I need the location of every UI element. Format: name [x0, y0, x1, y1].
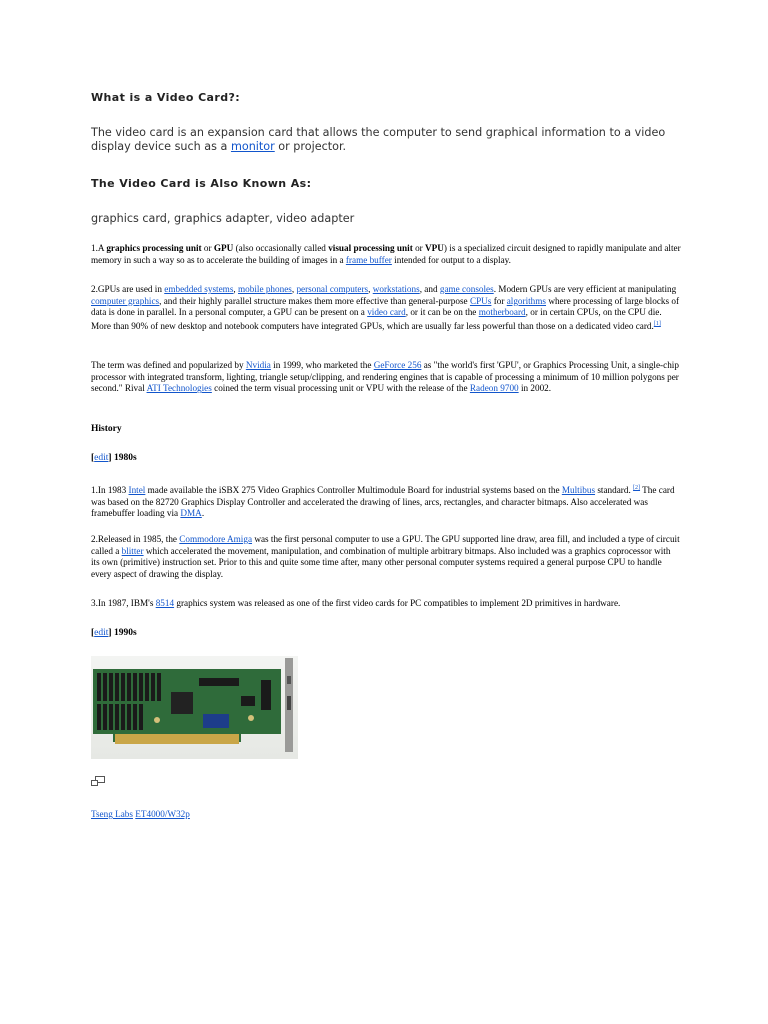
- page-title: What is a Video Card?:: [91, 91, 241, 104]
- link-computer-graphics[interactable]: computer graphics: [91, 295, 160, 306]
- link-radeon-9700[interactable]: Radeon 9700: [469, 383, 519, 394]
- enlarge-icon-glyph: [91, 776, 105, 786]
- text: , or it can be on the: [405, 307, 479, 318]
- paragraph-gpu-definition: [91, 243, 681, 266]
- section-label: 1990s: [113, 628, 137, 638]
- paragraph-term-history: [91, 360, 681, 395]
- text: intended for output to a display.: [391, 254, 511, 265]
- text: for: [491, 295, 507, 306]
- link-game-consoles[interactable]: game consoles: [439, 284, 494, 294]
- section-1980s-heading: [91, 453, 137, 463]
- text: .: [201, 508, 205, 519]
- link-motherboard[interactable]: motherboard: [478, 307, 526, 318]
- section-label: 1980s: [113, 453, 137, 463]
- text: in 2002.: [518, 383, 552, 394]
- link-workstations[interactable]: workstations: [372, 284, 420, 294]
- text: 2.GPUs are used in: [91, 284, 165, 294]
- link-commodore-amiga[interactable]: Commodore Amiga: [179, 534, 253, 544]
- link-mobile-phones[interactable]: mobile phones: [238, 284, 292, 294]
- text: The card was based on the 82720 Graphics Display Controller and accelerated the drawing of lines, arcs, rectangles, and character bitmaps. Also accelerated was framebuffer loading via: [91, 485, 675, 519]
- bold-term: VPU: [425, 243, 444, 253]
- capacitor: [154, 717, 160, 723]
- bold-term: graphics processing unit: [106, 243, 202, 253]
- intro-text-end: or projector.: [274, 140, 347, 153]
- text: where processing of large blocks of data is done in parallel. In a personal computer, a GPU can be present on a: [91, 295, 680, 318]
- text: 3.In 1987, IBM's: [91, 598, 156, 608]
- intro-paragraph: [91, 126, 691, 154]
- bold-term: GPU: [213, 243, 234, 253]
- text: The term was defined and popularized by: [91, 360, 246, 370]
- link-8514[interactable]: 8514: [155, 598, 175, 608]
- dip-switch: [203, 714, 229, 728]
- aka-names: graphics card, graphics adapter, video adapter: [91, 212, 355, 225]
- section-1990s-heading: [91, 628, 137, 638]
- text: which accelerated the movement, manipulation, and combination of multiple arbitrary bitmaps. Also included was a graphics coprocessor with its own (primitive) instruction set. Prior to this and quite some time after, many other personal computer systems required a general purpose CPU to handle every aspect of drawing the display.: [91, 545, 671, 579]
- link-algorithms[interactable]: algorithms: [506, 295, 547, 306]
- enlarge-icon[interactable]: [91, 773, 105, 783]
- text: as "the world's first 'GPU', or Graphics Processing Unit, a single-chip processor with integrated transform, lighting, triangle setup/clipping, and rendering engines that is capable of processing a minimum of 10 million polygons per second." Rival: [91, 360, 679, 394]
- history-heading: History: [91, 424, 122, 434]
- link-embedded-systems[interactable]: embedded systems: [164, 284, 234, 294]
- link-cpus[interactable]: CPUs: [469, 295, 492, 306]
- link-nvidia[interactable]: Nvidia: [245, 360, 271, 370]
- link-multibus[interactable]: Multibus: [561, 485, 596, 496]
- text: graphics system was released as one of the first video cards for PC compatibles to implement 2D primitives in hardware.: [174, 598, 621, 608]
- text: coined the term visual processing unit or VPU with the release of the: [211, 383, 470, 394]
- text: or: [201, 243, 214, 253]
- text: 2.Released in 1985, the: [91, 534, 180, 544]
- link-ati-technologies[interactable]: ATI Technologies: [146, 383, 212, 394]
- text: ,: [368, 284, 373, 294]
- link-video-card[interactable]: video card: [367, 307, 406, 318]
- video-card-image[interactable]: [91, 656, 298, 759]
- text: , or in certain CPUs, on the CPU die. More than 90% of new desktop and notebook computers have integrated GPUs, which are usually far less powerful than those on a dedicated video card.: [91, 307, 662, 331]
- paragraph-intel-1983: [91, 483, 681, 520]
- bracket: ]: [108, 453, 114, 463]
- reference-link[interactable]: [2]: [633, 485, 641, 491]
- text: , and: [419, 284, 440, 294]
- paragraph-amiga-1985: [91, 534, 681, 580]
- edit-link-1990s[interactable]: edit: [94, 628, 109, 638]
- link-intel[interactable]: Intel: [128, 485, 146, 496]
- bracket: ]: [108, 628, 114, 638]
- chip: [261, 680, 271, 710]
- reference-link[interactable]: [1]: [653, 320, 661, 327]
- capacitor: [248, 715, 254, 721]
- text: ,: [291, 284, 297, 294]
- chip: [241, 696, 255, 706]
- text: 1.A: [91, 243, 107, 253]
- link-frame-buffer[interactable]: frame buffer: [345, 254, 392, 265]
- text: ) is a specialized circuit designed to rapidly manipulate and alter memory in such a way so as to accelerate the building of images in a: [91, 243, 681, 265]
- gpu-chip: [171, 692, 193, 714]
- video-card-illustration: [91, 656, 298, 759]
- link-personal-computers[interactable]: personal computers: [296, 284, 369, 294]
- paragraph-gpu-uses: [91, 284, 681, 332]
- bracket: [: [91, 628, 95, 638]
- connector: [287, 676, 291, 684]
- edge-connector: [115, 734, 239, 744]
- text: made available the iSBX 275 Video Graphics Controller Multimodule Board for industrial systems based on the: [145, 485, 562, 496]
- connector: [287, 696, 291, 710]
- link-dma[interactable]: DMA: [180, 508, 202, 519]
- text: (also occasionally called: [233, 243, 329, 253]
- link-monitor[interactable]: monitor: [230, 140, 275, 153]
- edit-link-1980s[interactable]: edit: [94, 453, 109, 463]
- chip: [199, 678, 239, 686]
- bold-term: visual processing unit: [328, 243, 413, 253]
- text: , and their highly parallel structure makes them more effective than general-purpose: [159, 295, 470, 306]
- text: was the first personal computer to use a GPU. The GPU supported line draw, area fill, and included a type of circuit called a: [91, 534, 680, 556]
- text: standard.: [595, 485, 634, 496]
- aka-heading: The Video Card is Also Known As:: [91, 177, 312, 190]
- text: . Modern GPUs are very efficient at manipulating: [493, 284, 677, 294]
- text: or: [412, 243, 426, 253]
- link-geforce-256[interactable]: GeForce 256: [373, 360, 422, 370]
- intro-text: The video card is an expansion card that allows the computer to send graphical information to a video display device such as a: [91, 126, 666, 153]
- link-tseng-labs[interactable]: Tseng Labs: [91, 809, 133, 820]
- link-et4000-w32p[interactable]: ET4000/W32p: [135, 809, 190, 820]
- link-blitter[interactable]: blitter: [121, 545, 144, 556]
- image-caption: [91, 809, 190, 819]
- bracket: [: [91, 453, 95, 463]
- text: in 1999, who marketed the: [270, 360, 374, 370]
- paragraph-ibm-1987: [91, 598, 681, 610]
- text: 1.In 1983: [91, 485, 129, 496]
- text: ,: [233, 284, 238, 294]
